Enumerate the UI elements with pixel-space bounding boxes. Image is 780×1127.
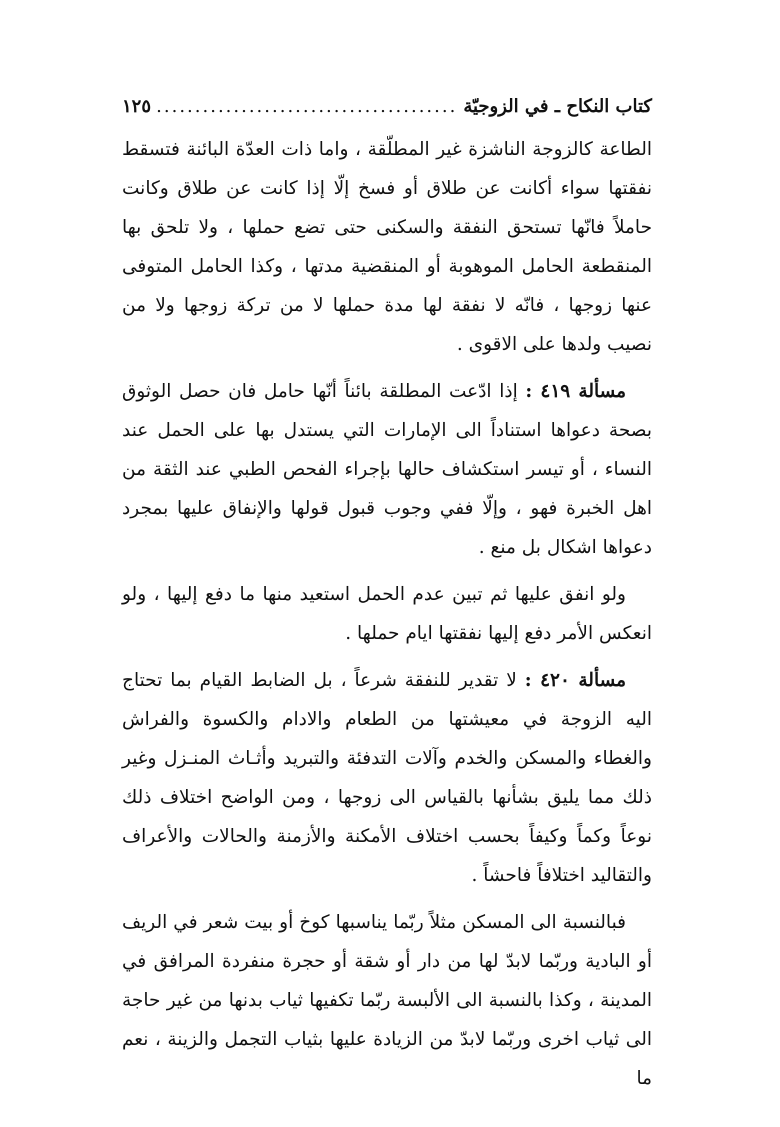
- paragraph: [122, 903, 652, 1098]
- body-text: [122, 130, 652, 1098]
- paragraph-text: إذا ادّعت المطلقة بائناً أنّها حامل فان حصل الوثوق بصحة دعواها استناداً الى الإمارات التي يستدل بها على الحمل عند النساء ، أو تيسر استكشاف حالها بإجراء الفحص الطبي عند الثقة من اهل الخبرة فهو ، وإلّا ففي وجوب قبول قولها والإنفاق عليها بمجرد دعواها اشكال بل منع .: [122, 381, 652, 558]
- leader-dots: [157, 96, 457, 117]
- paragraph-text: لا تقدير للنفقة شرعاً ، بل الضابط القيام بما تحتاج اليه الزوجة في معيشتها من الطعام والادام والكسوة والفراش والغطاء والمسكن والخدم وآلات التدفئة والتبريد وأثـاث المنـزل وغير ذلك مما يليق بشأنها بالقياس الى زوجها ، ومن الواضح اختلاف ذلك نوعاً وكماً وكيفاً بحسب اختلاف الأمكنة والأزمنة والحالات والأعراف والتقاليد اختلافاً فاحشاً .: [122, 670, 653, 886]
- paragraph-text: ولو انفق عليها ثم تبين عدم الحمل استعيد منها ما دفع إليها ، ولو انعكس الأمر دفع إليها نفقتها ايام حملها .: [122, 584, 652, 644]
- issue-label: مسألة ٤٢٠ :: [524, 670, 626, 691]
- page-number: ١٢٥: [122, 96, 152, 117]
- paragraph: [122, 130, 652, 364]
- chapter-title: كتاب النكاح ـ في الزوجيّة: [463, 96, 652, 117]
- paragraph-text: الطاعة كالزوجة الناشزة غير المطلّقة ، واما ذات العدّة البائنة فتسقط نفقتها سواء أكانت عن طلاق أو فسخ إلّا إذا كانت عن طلاق وكانت حاملاً فانّها تستحق النفقة والسكنى حتى تضع حملها ، ولا تلحق بها المنقطعة الحامل الموهوبة أو المنقضية مدتها ، وكذا الحامل المتوفى عنها زوجها ، فانّه لا نفقة لها مدة حملها لا من تركة زوجها ولا من نصيب ولدها على الاقوى .: [122, 139, 652, 355]
- paragraph: [122, 575, 652, 653]
- paragraph: [122, 372, 652, 567]
- issue-label: مسألة ٤١٩ :: [525, 381, 627, 402]
- running-header: [122, 96, 652, 126]
- paragraph-text: فبالنسبة الى المسكن مثلاً ربّما يناسبها كوخ أو بيت شعر في الريف أو البادية وربّما لابدّ لها من دار أو شقة أو حجرة منفردة المرافق في المدينة ، وكذا بالنسبة الى الألبسة ربّما تكفيها ثياب بدنها من غير حاجة الى ثياب اخرى وربّما لابدّ من الزيادة عليها بثياب التجمل والزينة ، نعم ما: [122, 912, 652, 1089]
- paragraph: [122, 661, 652, 895]
